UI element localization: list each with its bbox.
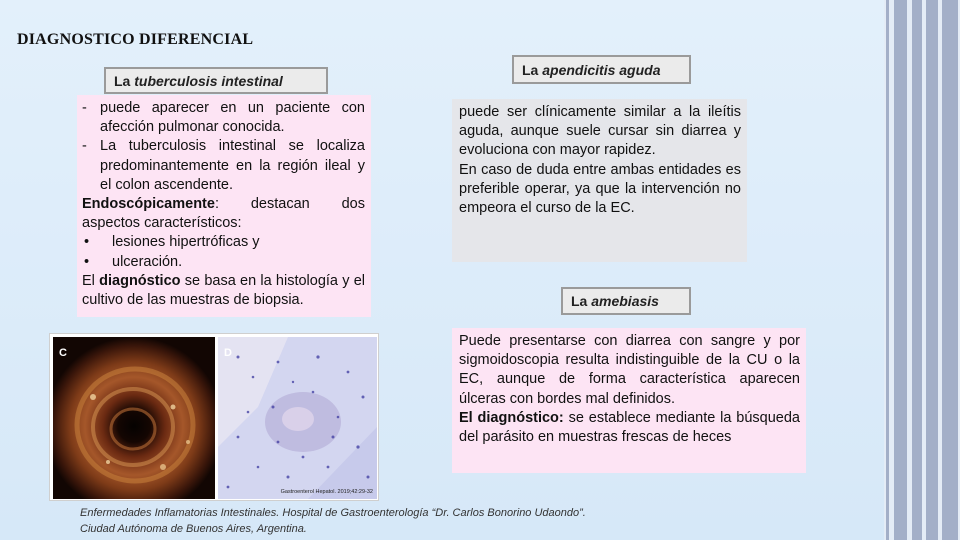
apendicitis-para-1: puede ser clínicamente similar a la ileítis aguda, aunque suele cursar sin diarrea y evoluciona con mayor rapidez. — [459, 104, 741, 159]
panel-d-label: D — [224, 347, 232, 359]
endoscopy-paragraph — [82, 195, 365, 233]
tb-bullet-2: ulceración. — [112, 253, 183, 270]
medical-figure — [49, 333, 379, 501]
list-item: - La tuberculosis intestinal se localiza predominantemente en la región ileal y el colon ascendente. — [82, 138, 365, 193]
apendicitis-text-box — [452, 99, 747, 262]
tuberculosis-label-italic: tuberculosis intestinal — [134, 73, 283, 89]
amebiasis-diag-rest: se establece mediante la búsqueda del parásito en muestras frescas de heces — [459, 409, 801, 446]
tb-bullet-1: lesiones hipertróficas y — [112, 234, 260, 251]
amebiasis-para-1: Puede presentarse con diarrea con sangre y por sigmoidoscopia resulta indistinguible de la CU o la EC, aunque de forma característica aparecen úlceras con bordes mal definidos. — [459, 333, 800, 407]
apendicitis-label — [512, 55, 691, 84]
footer-citation — [80, 505, 586, 537]
footer-line-1: Enfermedades Inflamatorias Intestinales. Hospital de Gastroenterología “Dr. Carlos Bonorino Udaondo”. — [80, 507, 586, 519]
list-item: • ulceración. — [84, 253, 183, 270]
endoscopy-bold: Endoscópicamente — [82, 196, 215, 213]
amebiasis-diagnosis-paragraph — [459, 409, 800, 447]
amebiasis-label — [561, 287, 691, 315]
list-item: - puede aparecer en un paciente con afección pulmonar conocida. — [82, 100, 365, 136]
tuberculosis-label — [104, 67, 328, 94]
histology-image — [218, 337, 377, 499]
endoscopy-image — [53, 337, 215, 499]
footer-line-2: Ciudad Autónoma de Buenos Aires, Argentina. — [80, 523, 307, 535]
amebiasis-label-prefix: La — [571, 293, 592, 309]
apendicitis-label-italic: apendicitis aguda — [542, 62, 661, 78]
decorative-stripes — [884, 0, 960, 540]
tb-diagnosis-paragraph — [82, 272, 365, 310]
tb-diag-bold: diagnóstico — [99, 272, 181, 289]
slide-title: DIAGNOSTICO DIFERENCIAL — [17, 31, 254, 48]
tuberculosis-text-box — [77, 95, 371, 317]
tb-item-1: puede aparecer en un paciente con afección pulmonar conocida. — [100, 100, 365, 136]
amebiasis-label-italic: amebiasis — [591, 293, 659, 309]
amebiasis-diag-bold: El diagnóstico: — [459, 409, 564, 426]
apendicitis-label-prefix: La — [522, 62, 543, 78]
tb-diag-pre: El — [82, 272, 100, 289]
apendicitis-para-2: En caso de duda entre ambas entidades es preferible operar, ya que la intervención no empeora el curso de la EC. — [459, 161, 741, 217]
figure-caption: Gastroenterol Hepatol. 2019;42:29-32 — [280, 489, 373, 495]
panel-c-label: C — [59, 347, 67, 359]
tb-item-2: La tuberculosis intestinal se localiza predominantemente en la región ileal y el colon ascendente. — [100, 138, 365, 193]
amebiasis-text-box — [452, 328, 806, 473]
list-item: • lesiones hipertróficas y — [84, 234, 260, 251]
tb-diag-rest: se basa en la histología y el cultivo de las muestras de biopsia. — [82, 272, 365, 309]
tuberculosis-label-prefix: La — [114, 73, 135, 89]
endoscopy-rest: : destacan dos aspectos característicos: — [82, 196, 365, 232]
